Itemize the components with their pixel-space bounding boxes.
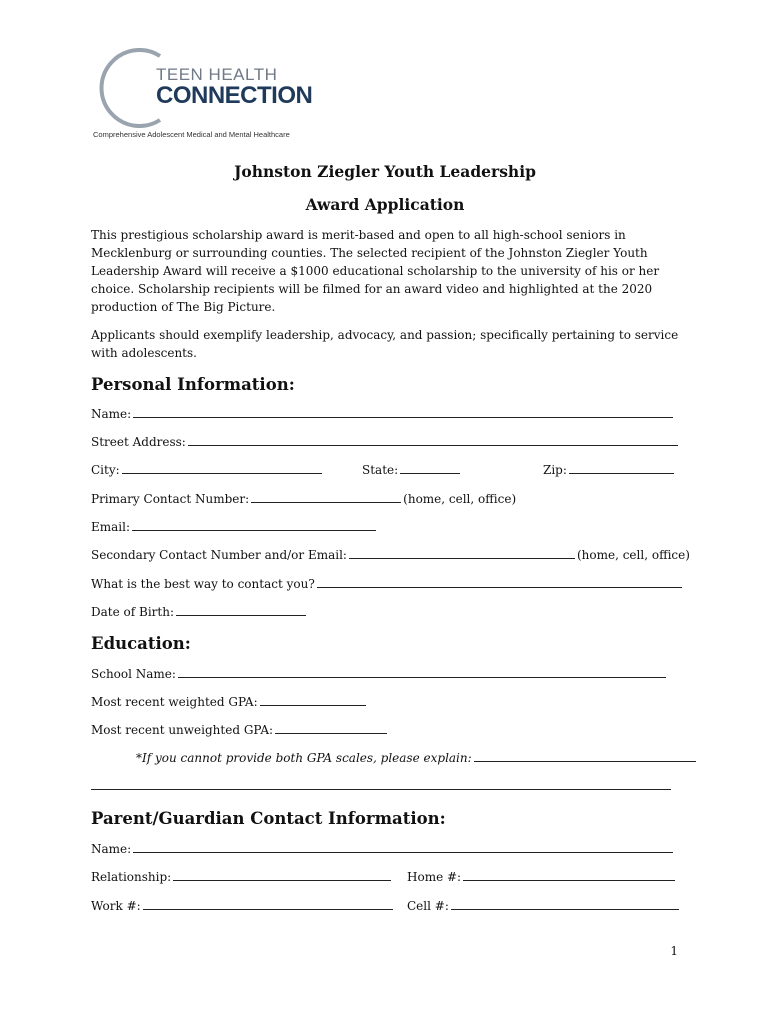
name-field[interactable] [133,406,673,418]
dob-row [91,604,678,622]
personal-info-heading: Personal Information: [91,375,295,394]
school-row [91,666,678,684]
parent-name-row [91,841,678,859]
unweighted-gpa-field[interactable] [275,722,387,734]
logo-tagline: Comprehensive Adolescent Medical and Mental Healthcare [93,130,290,139]
primary-contact-row [91,491,678,509]
school-field[interactable] [178,666,666,678]
cell-group [407,898,681,913]
cell-field[interactable] [451,898,679,910]
state-label: State: [362,463,399,477]
parent-name-label: Name: [91,842,132,856]
home-label: Home #: [407,870,462,884]
relationship-group [91,869,393,884]
education-heading: Education: [91,634,191,653]
secondary-contact-row [91,547,690,565]
teen-health-connection-logo [90,48,313,143]
city-field[interactable] [122,462,322,474]
email-label: Email: [91,520,131,534]
zip-group [543,462,676,477]
city-group [91,462,324,477]
unweighted-gpa-label: Most recent unweighted GPA: [91,723,274,737]
state-group [362,462,462,477]
logo-line1: TEEN HEALTH [156,65,278,84]
relationship-field[interactable] [173,869,391,881]
work-group [91,898,395,913]
zip-field[interactable] [569,462,674,474]
email-field[interactable] [132,519,376,531]
best-way-field[interactable] [317,576,682,588]
dob-field[interactable] [176,604,306,616]
criteria-paragraph: Applicants should exemplify leadership, advocacy, and passion; specifically pertaining to service with adolescents. [91,328,679,360]
dob-label: Date of Birth: [91,605,174,619]
city-label: City: [91,463,120,477]
email-row [91,519,678,537]
parent-info-heading: Parent/Guardian Contact Information: [91,809,446,828]
secondary-contact-suffix: (home, cell, office) [576,548,690,562]
zip-label: Zip: [543,463,567,477]
page-number: 1 [670,944,678,958]
home-field[interactable] [463,869,675,881]
secondary-contact-field[interactable] [349,547,575,559]
primary-contact-label: Primary Contact Number: [91,492,250,506]
gpa-explain-continuation-row [91,778,678,796]
home-group [407,869,677,884]
weighted-gpa-field[interactable] [260,694,366,706]
weighted-gpa-row [91,694,678,712]
name-row [91,406,678,424]
work-field[interactable] [143,898,393,910]
gpa-explain-group [136,750,698,765]
school-label: School Name: [91,667,176,681]
gpa-explain-field[interactable] [474,750,696,762]
unweighted-gpa-row [91,722,678,740]
street-field[interactable] [188,434,678,446]
intro-paragraph: This prestigious scholarship award is merit-based and open to all high-school seniors in Mecklenburg or surrounding counties. The selected recipient of the Johnston Ziegler Youth Leadership Award will receive a $1000 educational scholarship to the university of his or her choice. Scholarship recipients will be filmed for an award video and highlighted at the 2020 production of The Big Picture. [91,228,660,314]
best-way-row [91,576,678,594]
gpa-explain-label: *If you cannot provide both GPA scales, please explain: [136,751,472,765]
work-label: Work #: [91,899,141,913]
parent-name-field[interactable] [133,841,673,853]
state-field[interactable] [400,462,460,474]
city-state-zip-row [91,462,678,480]
secondary-contact-label: Secondary Contact Number and/or Email: [91,548,347,562]
gpa-explain-continuation-field[interactable] [91,778,671,790]
work-cell-row [91,898,678,916]
logo-line2: CONNECTION [156,82,313,109]
form-title-line2: Award Application [305,195,465,214]
gpa-explain-row [91,750,678,768]
cell-label: Cell #: [407,899,449,913]
primary-contact-suffix: (home, cell, office) [403,492,517,506]
street-row [91,434,678,452]
best-way-label: What is the best way to contact you? [91,577,315,591]
form-title-line1: Johnston Ziegler Youth Leadership [234,162,536,181]
weighted-gpa-label: Most recent weighted GPA: [91,695,258,709]
relationship-label: Relationship: [91,870,172,884]
name-label: Name: [91,407,132,421]
street-label: Street Address: [91,435,186,449]
relationship-home-row [91,869,678,887]
primary-contact-field[interactable] [251,491,401,503]
